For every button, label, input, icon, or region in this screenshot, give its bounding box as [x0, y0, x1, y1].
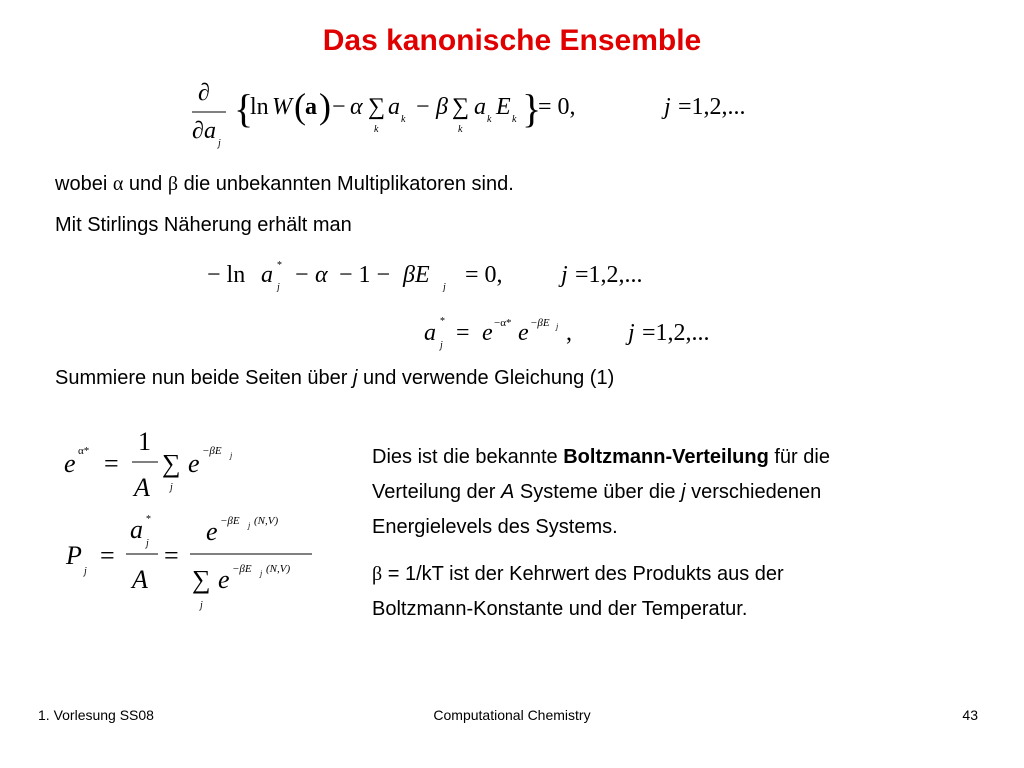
- svg-text:j: j: [260, 569, 263, 578]
- partial-symbol: ∂: [198, 80, 210, 106]
- svg-text:j: j: [218, 138, 221, 149]
- svg-text:α: α: [350, 94, 363, 120]
- footer-center: Computational Chemistry: [433, 707, 591, 723]
- svg-text:j: j: [443, 282, 446, 292]
- svg-text:∑: ∑: [452, 94, 470, 120]
- svg-text:j: j: [561, 262, 568, 288]
- svg-text:ln: ln: [250, 94, 269, 120]
- svg-text:∑: ∑: [368, 94, 386, 120]
- svg-text:a: a: [204, 118, 216, 144]
- svg-text:= 0,: = 0,: [465, 262, 503, 288]
- multiplier-text: wobei α und β die unbekannten Multiplikatoren sind.: [55, 173, 514, 195]
- equation-lagrange: [190, 70, 790, 150]
- svg-text:−βE: −βE: [530, 317, 550, 329]
- svg-text:P: P: [66, 541, 82, 570]
- stirling-text: Mit Stirlings Näherung erhält man: [55, 214, 352, 236]
- svg-text:A: A: [134, 473, 150, 502]
- equation-stirling: [205, 252, 685, 297]
- svg-text:(N,V): (N,V): [266, 563, 291, 575]
- svg-text:*: *: [277, 260, 282, 271]
- page-number: 43: [962, 707, 978, 723]
- svg-text:): ): [319, 86, 331, 126]
- svg-text:∑: ∑: [162, 449, 181, 478]
- svg-text:a: a: [424, 320, 436, 346]
- svg-text:j: j: [664, 94, 671, 120]
- equation-boltzmann-svg: [60, 418, 330, 628]
- svg-text:− 1 −: − 1 −: [339, 262, 391, 288]
- svg-text:a: a: [388, 94, 400, 120]
- svg-text:e: e: [482, 320, 493, 346]
- equation-exponential-svg: [420, 310, 760, 354]
- equation-exponential: [420, 310, 760, 359]
- equation-boltzmann: [60, 418, 330, 633]
- svg-text:A: A: [132, 565, 148, 594]
- svg-text:e: e: [518, 320, 529, 346]
- svg-text:∑: ∑: [192, 565, 211, 594]
- svg-text:=: =: [100, 541, 115, 570]
- svg-text:α*: α*: [78, 445, 90, 457]
- svg-text:j: j: [146, 538, 149, 549]
- svg-text:a: a: [305, 94, 317, 120]
- summation-text: Summiere nun beide Seiten über j und verwende Gleichung (1): [55, 367, 615, 389]
- svg-text:a: a: [474, 94, 486, 120]
- svg-text:j: j: [556, 322, 559, 331]
- svg-text:j: j: [248, 521, 251, 530]
- svg-text:a: a: [261, 262, 273, 288]
- svg-text:α: α: [315, 262, 328, 288]
- svg-text:a: a: [130, 515, 143, 544]
- svg-text:W: W: [272, 94, 292, 120]
- svg-text:−: −: [295, 262, 309, 288]
- svg-text:=: =: [456, 320, 470, 346]
- svg-text:j: j: [200, 600, 203, 611]
- svg-text:βE: βE: [403, 262, 430, 288]
- svg-text:j: j: [440, 340, 443, 351]
- svg-text:− ln: − ln: [207, 262, 246, 288]
- svg-text:k: k: [487, 114, 492, 125]
- svg-text:−βE: −βE: [232, 563, 252, 575]
- svg-text:−βE: −βE: [202, 445, 222, 457]
- equation-stirling-svg: [205, 252, 685, 292]
- svg-text:e: e: [188, 449, 200, 478]
- svg-text:j: j: [277, 282, 280, 292]
- svg-text:E: E: [496, 94, 511, 120]
- svg-text:−βE: −βE: [220, 515, 240, 527]
- svg-text:(N,V): (N,V): [254, 515, 279, 527]
- footer-left: 1. Vorlesung SS08: [38, 707, 154, 723]
- svg-text:j: j: [628, 320, 635, 346]
- svg-text:−α*: −α*: [494, 317, 512, 329]
- svg-text:k: k: [458, 124, 463, 135]
- svg-text:=: =: [164, 541, 179, 570]
- alpha-symbol: α: [112, 173, 124, 195]
- svg-text:1: 1: [138, 427, 151, 456]
- svg-text:k: k: [401, 114, 406, 125]
- svg-text:−: −: [332, 94, 346, 120]
- svg-text:e: e: [218, 565, 230, 594]
- svg-text:e: e: [64, 449, 76, 478]
- page-title: Das kanonische Ensemble: [322, 24, 702, 57]
- svg-text:}: }: [522, 86, 542, 131]
- svg-text:−: −: [416, 94, 430, 120]
- boltzmann-term: Boltzmann-Verteilung: [563, 446, 769, 468]
- svg-text:,: ,: [566, 320, 572, 346]
- svg-text:(: (: [294, 86, 306, 126]
- svg-text:k: k: [512, 114, 517, 125]
- svg-text:= 0,: = 0,: [538, 94, 576, 120]
- boltzmann-description: Dies ist die bekannte Boltzmann-Verteilung für die Verteilung der A Systeme über die j verschiedenen Energielevels des Systems.: [372, 446, 830, 538]
- svg-text:*: *: [146, 514, 151, 525]
- svg-text:=1,2,...: =1,2,...: [642, 320, 710, 346]
- svg-text:=: =: [104, 449, 119, 478]
- beta-description: β = 1/kT ist der Kehrwert des Produkts aus der Boltzmann-Konstante und der Temperatur.: [372, 563, 784, 620]
- svg-text:=1,2,...: =1,2,...: [575, 262, 643, 288]
- svg-text:k: k: [374, 124, 379, 135]
- beta-symbol: β: [167, 173, 178, 195]
- svg-text:*: *: [440, 316, 445, 327]
- beta-symbol: β: [372, 563, 383, 585]
- svg-text:e: e: [206, 517, 218, 546]
- svg-text:∂: ∂: [192, 118, 204, 144]
- svg-text:j: j: [170, 482, 173, 493]
- svg-text:=1,2,...: =1,2,...: [678, 94, 746, 120]
- svg-text:{: {: [234, 86, 254, 131]
- svg-text:j: j: [230, 451, 233, 460]
- svg-text:β: β: [436, 94, 448, 120]
- svg-text:j: j: [84, 566, 87, 577]
- equation-lagrange-svg: [190, 70, 790, 152]
